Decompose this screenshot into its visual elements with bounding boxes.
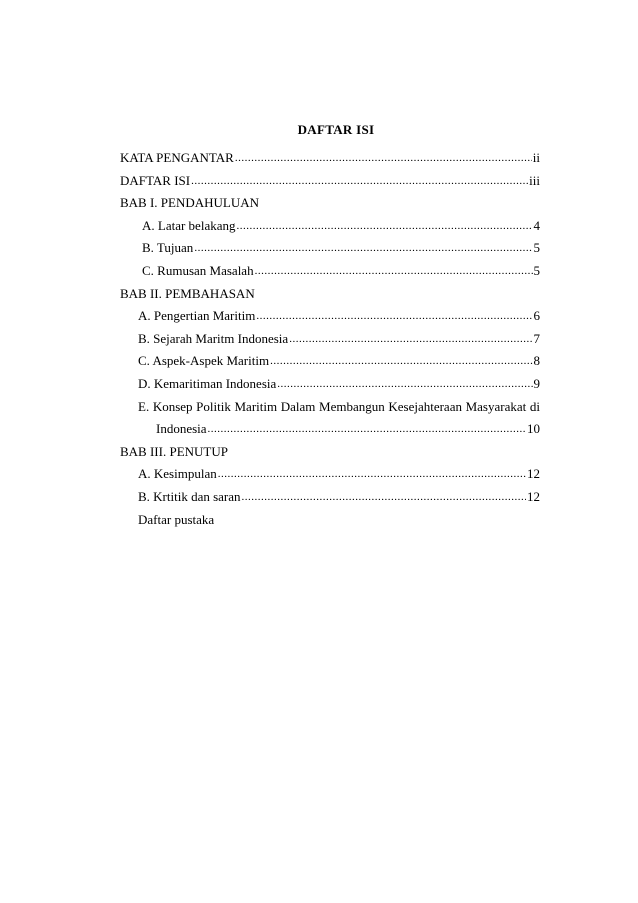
toc-label: A. Pengertian Maritim [138,308,256,324]
dot-leader [235,149,532,167]
toc-label: DAFTAR ISI [120,172,191,188]
dot-leader [194,239,532,257]
toc-entry-pengertian-maritim [120,307,540,330]
toc-label: A. Kesimpulan [138,466,217,482]
toc-page-number: 5 [533,240,540,256]
toc-entry-sejarah-maritim [120,330,540,353]
dot-leader [255,262,533,280]
toc-label: Indonesia [156,421,207,437]
dot-leader [242,488,526,506]
toc-entry-daftar-isi [120,172,540,195]
toc-page-number: 10 [527,421,540,437]
toc-entry-tujuan [120,239,540,262]
toc-page-number: iii [529,172,540,188]
toc-chapter-bab-3: BAB III. PENUTUP [120,443,228,459]
toc-entry-rumusan-masalah [120,262,540,285]
toc-entry-kemaritiman-indonesia [120,375,540,398]
toc-label: C. Rumusan Masalah [142,262,254,278]
toc-entry-konsep-politik-line1: E. Konsep Politik Maritim Dalam Membangun Kesejahteraan Masyarakat di [138,398,540,414]
toc-label: D. Kemaritiman Indonesia [138,375,277,391]
toc-label: B. Tujuan [142,240,194,256]
toc-entry-kritik-saran [120,488,540,511]
toc-entry-kata-pengantar [120,149,540,172]
toc-entry-konsep-politik-line2 [120,420,540,443]
toc-label: B. Krtitik dan saran [138,488,241,504]
dot-leader [256,307,532,325]
dot-leader [236,217,532,235]
toc-label: A. Latar belakang [142,217,236,233]
toc-entry-kesimpulan [120,465,540,488]
toc-label: KATA PENGANTAR [120,150,234,165]
toc-chapter-bab-2: BAB II. PEMBAHASAN [120,285,255,301]
toc-page-number: ii [532,150,540,165]
toc-page-number: 4 [533,217,540,233]
toc-page-number: 5 [533,262,540,278]
toc-label: B. Sejarah Maritm Indonesia [138,330,289,346]
toc-entry-daftar-pustaka: Daftar pustaka [138,511,215,527]
toc-chapter-bab-1: BAB I. PENDAHULUAN [120,195,260,211]
dot-leader [270,352,532,370]
dot-leader [191,172,528,190]
table-of-contents [120,149,540,533]
toc-page-number: 7 [533,330,540,346]
dot-leader [208,420,526,438]
toc-entry-aspek-maritim [120,352,540,375]
toc-entry-latar-belakang [120,217,540,240]
toc-page-number: 12 [527,488,540,504]
toc-page-number: 8 [533,353,540,369]
toc-page-number: 6 [533,308,540,324]
toc-page-number: 9 [533,375,540,391]
dot-leader [289,330,532,348]
dot-leader [218,465,526,483]
toc-page-number: 12 [527,466,540,482]
dot-leader [277,375,532,393]
toc-label: C. Aspek-Aspek Maritim [138,353,270,369]
page-title: DAFTAR ISI [297,122,375,137]
